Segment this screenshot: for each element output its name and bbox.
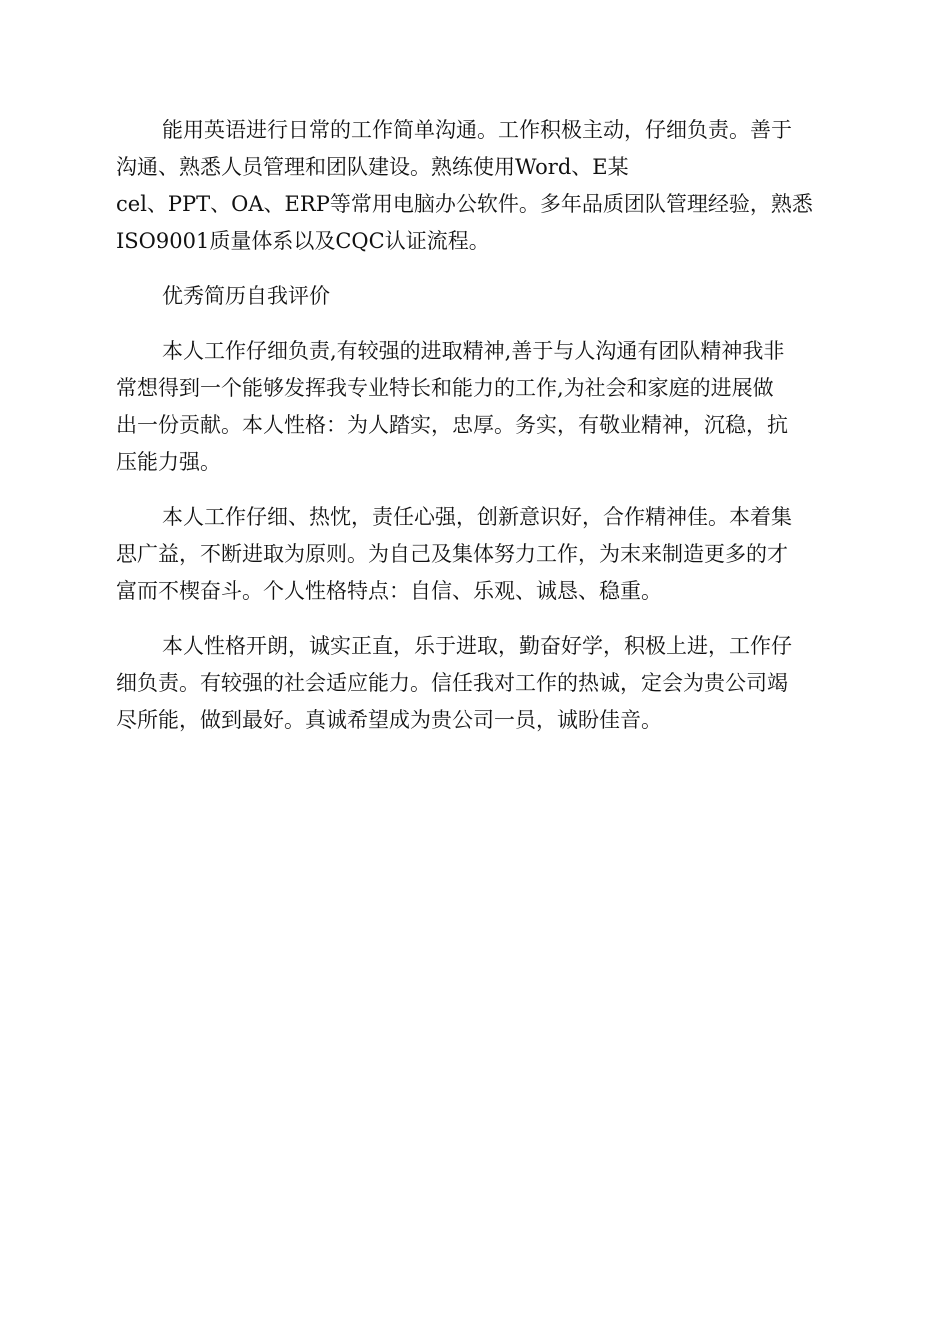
paragraph-skills <box>116 112 832 260</box>
paragraph-line: 本人工作仔细负责,有较强的进取精神,善于与人沟通有团队精神我非 <box>162 339 785 363</box>
paragraph-line: 思广益，不断进取为原则。为自己及集体努力工作，为末来制造更多的才 <box>116 542 788 566</box>
paragraph-line: cel、PPT、OA、ERP等常用电脑办公软件。多年品质团队管理经验，熟悉 <box>116 192 813 216</box>
paragraph-line: 本人工作仔细、热忱，责任心强，创新意识好，合作精神佳。本着集 <box>162 505 792 529</box>
section-heading: 优秀简历自我评价 <box>162 284 330 308</box>
paragraph-line: 能用英语进行日常的工作简单沟通。工作积极主动，仔细负责。善于 <box>162 118 792 142</box>
paragraph-line: 尽所能，做到最好。真诚希望成为贵公司一员，诚盼佳音。 <box>116 708 662 732</box>
paragraph-evaluation-3 <box>116 628 832 739</box>
paragraph-line: 沟通、熟悉人员管理和团队建设。熟练使用Word、E某 <box>116 155 629 179</box>
document-body <box>116 112 832 757</box>
paragraph-line: 细负责。有较强的社会适应能力。信任我对工作的热诚，定会为贵公司竭 <box>116 671 788 695</box>
paragraph-evaluation-1 <box>116 333 832 481</box>
paragraph-evaluation-2 <box>116 499 832 610</box>
paragraph-line: 常想得到一个能够发挥我专业特长和能力的工作,为社会和家庭的进展做 <box>116 376 774 400</box>
paragraph-line: ISO9001质量体系以及CQC认证流程。 <box>116 229 490 253</box>
paragraph-line: 出一份贡献。本人性格：为人踏实，忠厚。务实，有敬业精神，沉稳，抗 <box>116 413 788 437</box>
paragraph-line: 本人性格开朗，诚实正直，乐于进取，勤奋好学，积极上进，工作仔 <box>162 634 792 658</box>
paragraph-line: 压能力强。 <box>116 450 221 474</box>
paragraph-line: 富而不楔奋斗。个人性格特点：自信、乐观、诚恳、稳重。 <box>116 579 662 603</box>
